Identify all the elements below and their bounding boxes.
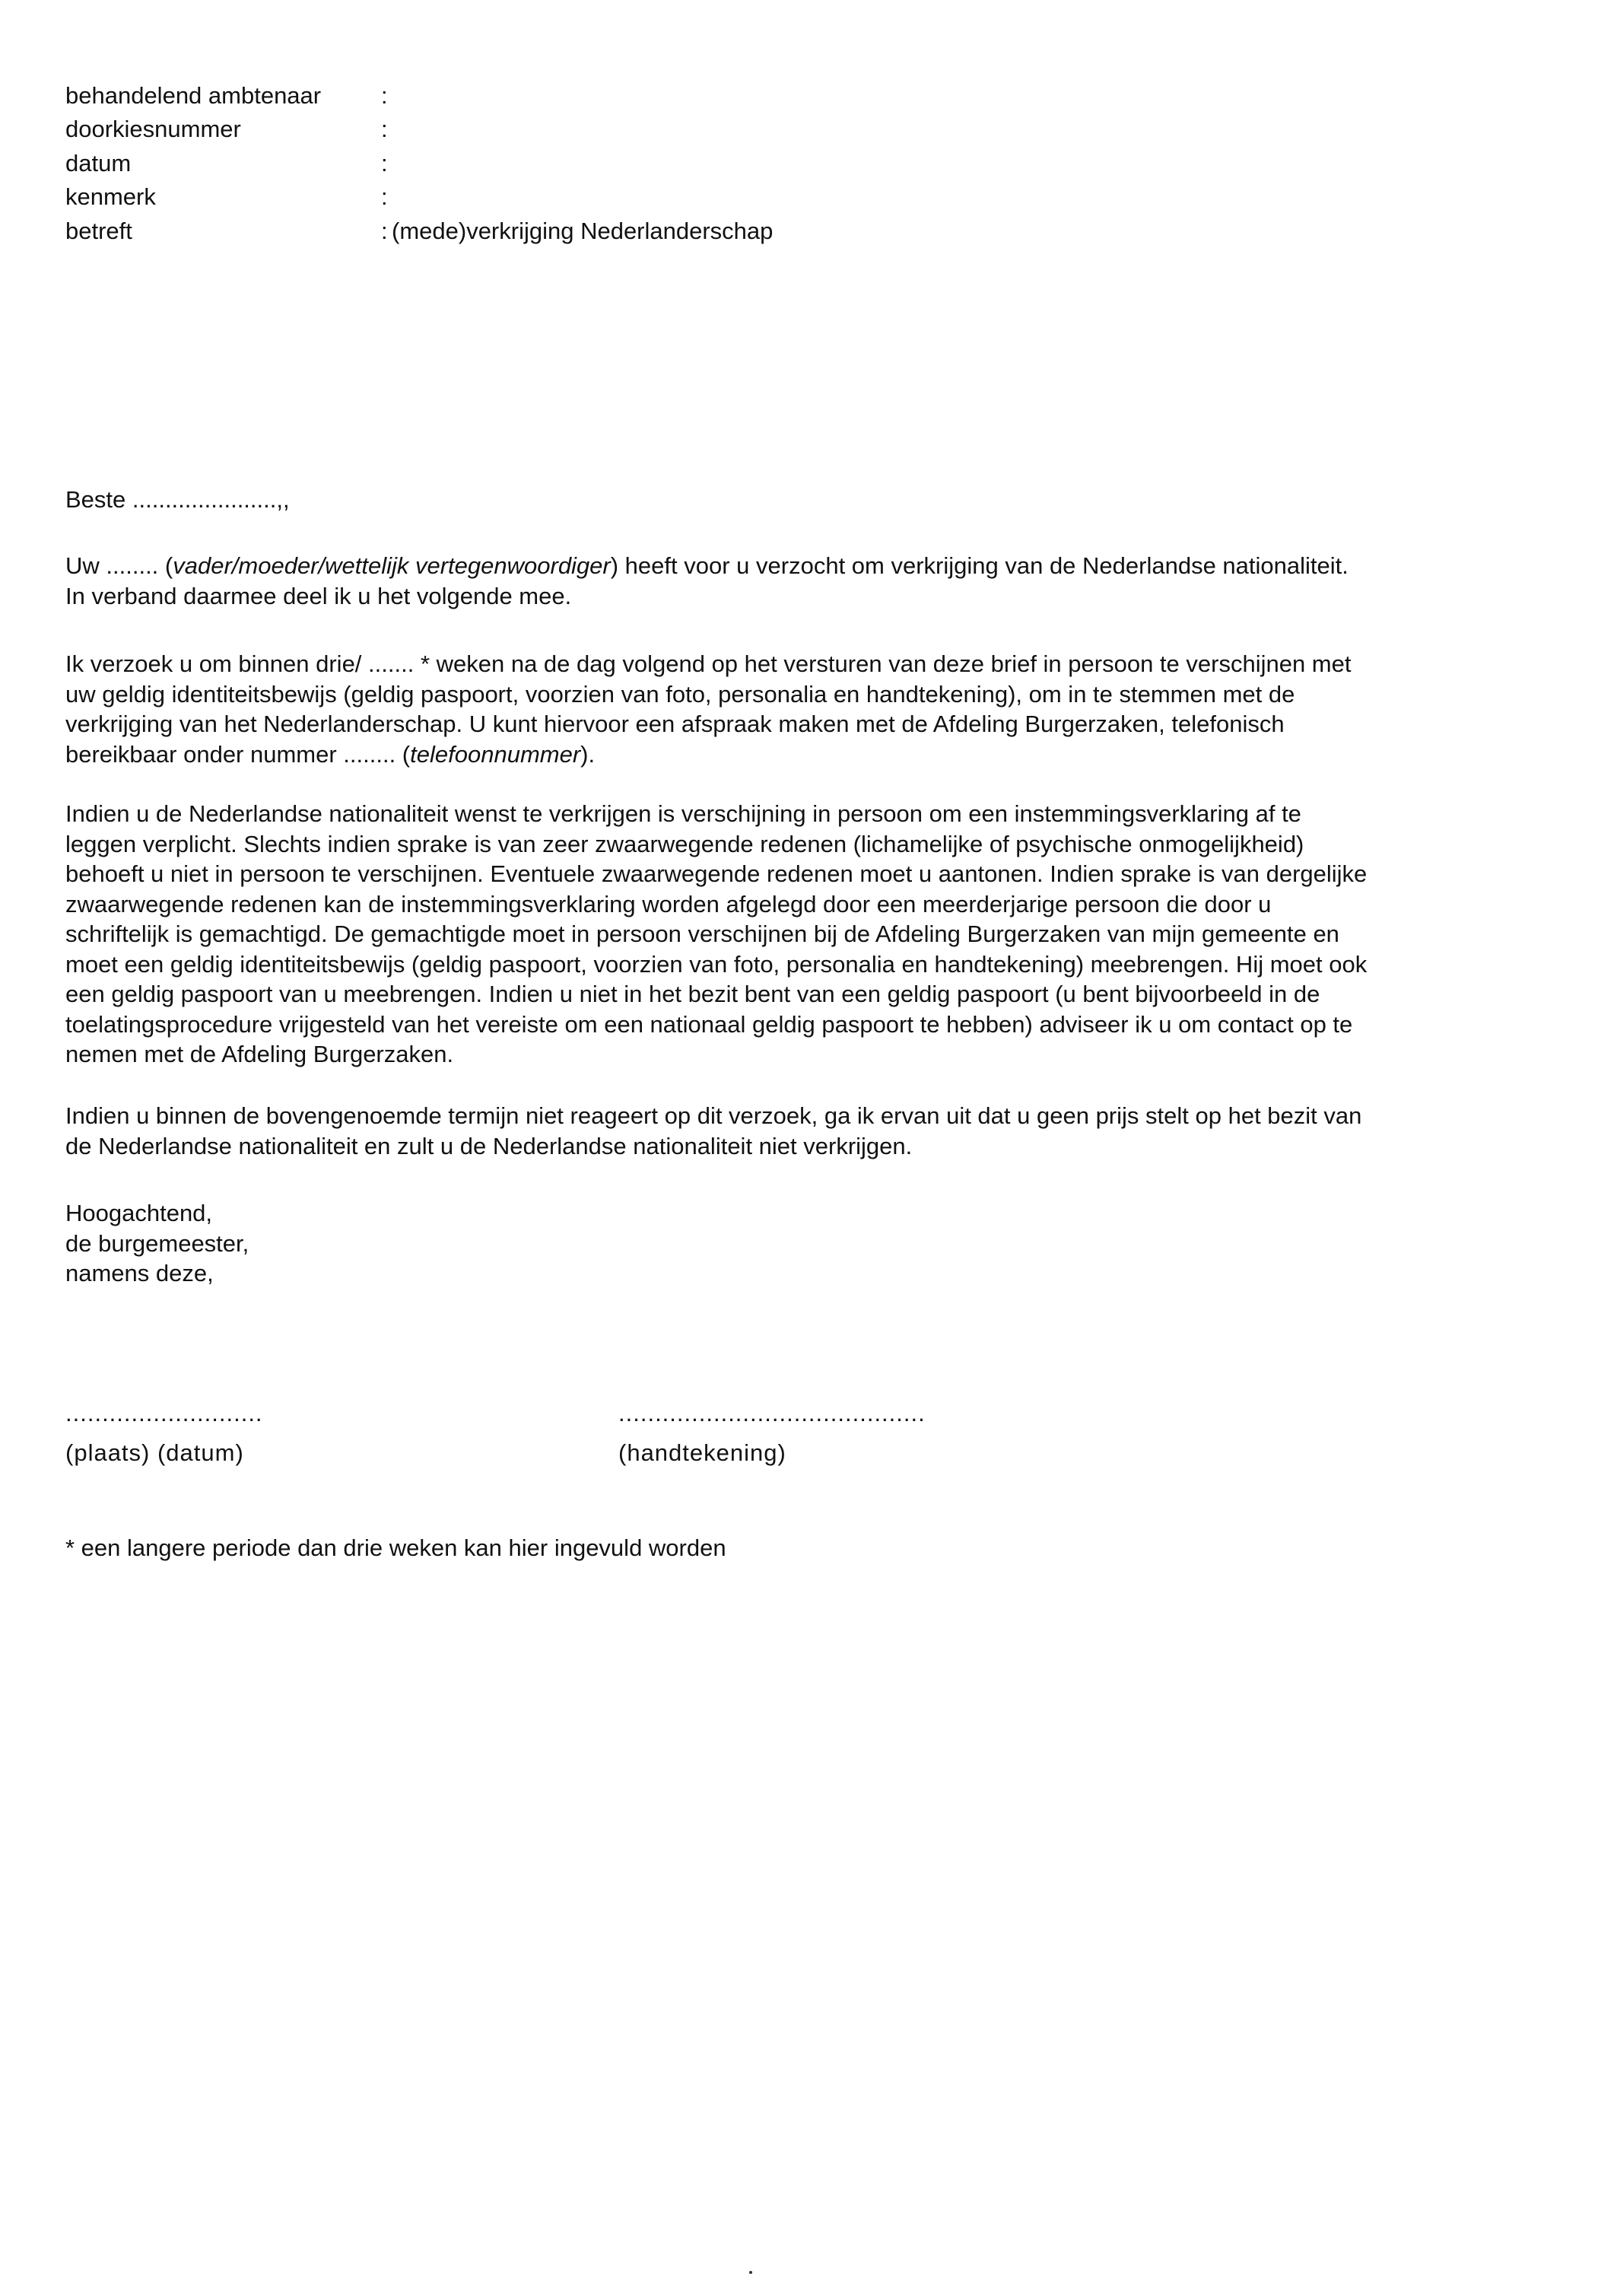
paragraph-line: [65, 739, 1549, 770]
paragraph-line: schriftelijk is gemachtigd. De gemachtigde moet in persoon verschijnen bij de Afdeling Burgerzaken van mijn gemeente en: [65, 921, 1339, 947]
emphasis-text: telefoonnummer: [410, 740, 581, 768]
paragraph-line: toelatingsprocedure vrijgesteld van het vereiste om een nationaal geldig paspoort te hebben) adviseer ik u om contact op te: [65, 1010, 1353, 1038]
text-span: ).: [580, 740, 596, 768]
paragraph-line: In verband daarmee deel ik u het volgende mee.: [65, 582, 572, 609]
emphasis-text: vader/moeder/wettelijk vertegenwoordiger: [173, 552, 611, 579]
paragraph-1: [65, 551, 1549, 611]
closing: [65, 1198, 1549, 1289]
paragraph-line: verkrijging van het Nederlanderschap. U kunt hiervoor een afspraak maken met de Afdeling Burgerzaken, telefonisch: [65, 711, 1285, 737]
header-colon: :: [381, 116, 388, 142]
paragraph-line: de Nederlandse nationaliteit en zult u de Nederlandse nationaliteit niet verkrijgen.: [65, 1132, 913, 1159]
header-label: betreft: [65, 217, 132, 244]
paragraph-line: zwaarwegende redenen kan de instemmingsverklaring worden afgelegd door een meerderjarige persoon die door u: [65, 890, 1272, 917]
header-row: [65, 214, 773, 248]
header-value: (mede)verkrijging Nederlanderschap: [392, 217, 774, 244]
paragraph-3: [65, 799, 1549, 1070]
header-row: [65, 78, 773, 113]
paragraph-2: [65, 649, 1549, 769]
text-span: ) heeft voor u verzocht om verkrijging van de Nederlandse nationaliteit.: [610, 552, 1349, 579]
paragraph-line: uw geldig identiteitsbewijs (geldig paspoort, voorzien van foto, personalia en handtekening), om in te stemmen met de: [65, 680, 1295, 708]
paragraph-line: een geldig paspoort van u meebrengen. Indien u niet in het bezit bent van een geldig paspoort (u bent bijvoorbeeld in de: [65, 981, 1320, 1007]
closing-line: namens deze,: [65, 1260, 214, 1286]
header-colon: :: [381, 183, 388, 210]
paragraph-line: moet een geldig identiteitsbewijs (geldig paspoort, voorzien van foto, personalia en handtekening) meebrengen. Hij moet ook: [65, 950, 1368, 978]
place-date-label: (plaats) (datum): [65, 1439, 244, 1466]
paragraph-line: Indien u binnen de bovengenoemde termijn niet reageert op dit verzoek, ga ik ervan uit dat u geen prijs stelt op het bezit van: [65, 1102, 1362, 1129]
footnote: * een langere periode dan drie weken kan hier ingevuld worden: [65, 1534, 726, 1561]
signature-label: (handtekening): [618, 1439, 786, 1466]
text-span: bereikbaar onder nummer ........ (: [65, 740, 411, 768]
paragraph-line: behoeft u niet in persoon te verschijnen. Eventuele zwaarwegende redenen moet u aantonen. Indien sprake is van dergelijke: [65, 860, 1368, 887]
header-label: datum: [65, 149, 132, 176]
paragraph-line: Ik verzoek u om binnen drie/ ....... * weken na de dag volgend op het versturen van deze brief in persoon te verschijnen met: [65, 650, 1352, 677]
paragraph-line: Indien u de Nederlandse nationaliteit wenst te verkrijgen is verschijning in persoon om een instemmingsverklaring af te: [65, 800, 1301, 827]
closing-line: de burgemeester,: [65, 1229, 249, 1257]
header-row: [65, 113, 773, 147]
paragraph-4: [65, 1101, 1549, 1161]
paragraph-line: [65, 551, 1549, 581]
signature-dotted-line: ..........................................: [618, 1400, 926, 1426]
letter-header: [65, 78, 773, 248]
paragraph-line: nemen met de Afdeling Burgerzaken.: [65, 1041, 454, 1067]
text-span: Uw ........ (: [65, 552, 173, 579]
header-colon: :: [381, 149, 388, 176]
header-colon: :: [381, 81, 388, 109]
header-row: [65, 180, 773, 215]
closing-line: Hoogachtend,: [65, 1200, 213, 1226]
paragraph-line: leggen verplicht. Slechts indien sprake is van zeer zwaarwegende redenen (lichamelijke of psychische onmogelijkheid): [65, 830, 1304, 857]
header-label: kenmerk: [65, 183, 156, 210]
header-label: doorkiesnummer: [65, 116, 241, 142]
place-date-dotted-line: ...........................: [65, 1400, 263, 1426]
scan-speck: [749, 2271, 752, 2274]
header-colon: :: [381, 217, 388, 244]
header-row: [65, 146, 773, 180]
salutation: Beste ......................,,: [65, 486, 290, 513]
header-label: behandelend ambtenaar: [65, 81, 322, 109]
